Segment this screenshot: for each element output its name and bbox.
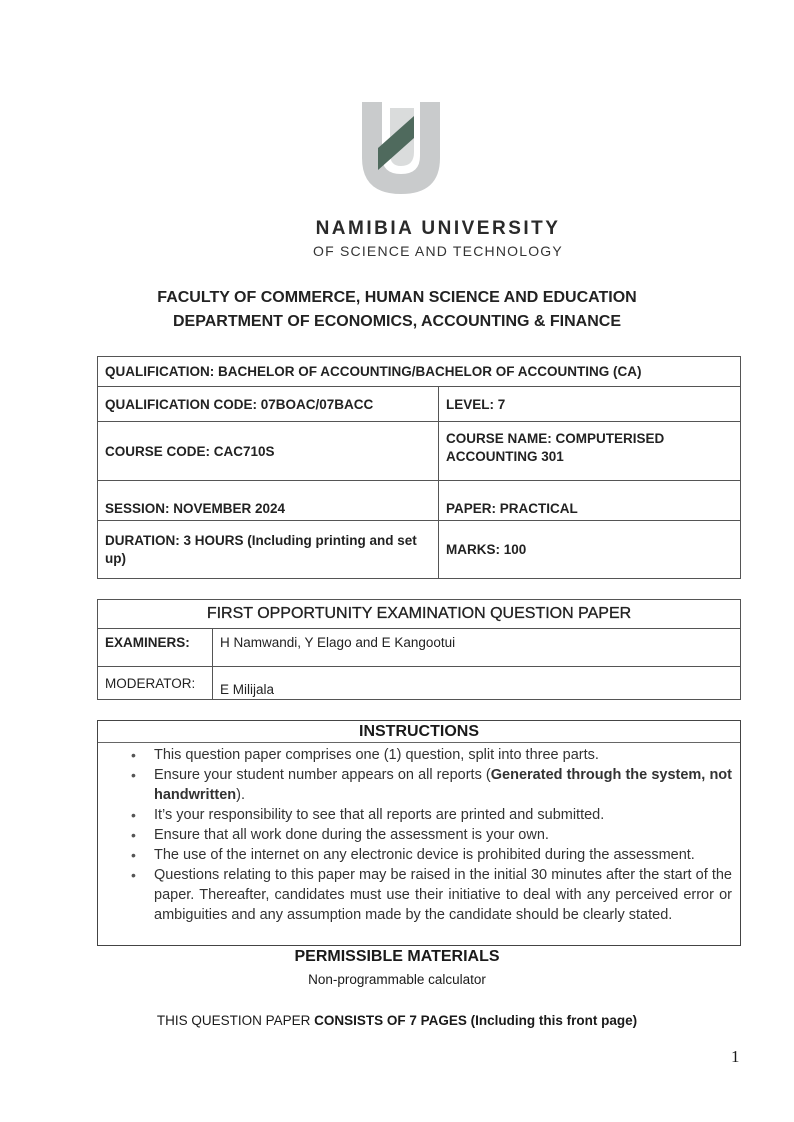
instruction-item: • Questions relating to this paper may be raised in the initial 30 minutes after the start of the paper. Thereafter, candidates must use their initiative to deal with any perceived error or ambiguities and any assumption made by the candidate should be clearly stated. (98, 865, 740, 925)
course-name-cell: COURSE NAME: COMPUTERISED ACCOUNTING 301 (438, 421, 741, 481)
department-heading: DEPARTMENT OF ECONOMICS, ACCOUNTING & FINANCE (173, 313, 621, 330)
course-code-cell: COURSE CODE: CAC710S (97, 421, 439, 481)
qualification-code-cell: QUALIFICATION CODE: 07BOAC/07BACC (97, 386, 439, 422)
instructions-title: INSTRUCTIONS (98, 721, 740, 743)
materials-title: PERMISSIBLE MATERIALS (294, 948, 500, 965)
examiners-label: EXAMINERS: (97, 628, 213, 667)
moderator-value: E Milijala (212, 666, 741, 700)
instructions-box (97, 720, 741, 946)
instruction-item: • This question paper comprises one (1) question, split into three parts. (98, 745, 740, 765)
instruction-item: • It’s your responsibility to see that all reports are printed and submitted. (98, 805, 740, 825)
exam-title: FIRST OPPORTUNITY EXAMINATION QUESTION PAPER (97, 599, 741, 629)
page-count-note: THIS QUESTION PAPER CONSISTS OF 7 PAGES (Including this front page) (156, 1013, 638, 1028)
university-logo-shield (356, 98, 446, 198)
paper-cell: PAPER: PRACTICAL (438, 480, 741, 521)
examiners-value: H Namwandi, Y Elago and E Kangootui (212, 628, 741, 667)
duration-cell: DURATION: 3 HOURS (Including printing and set up) (97, 520, 439, 579)
session-cell: SESSION: NOVEMBER 2024 (97, 480, 439, 521)
moderator-label: MODERATOR: (97, 666, 213, 700)
page-number: 1 (731, 1047, 740, 1066)
instruction-item: • Ensure that all work done during the assessment is your own. (98, 825, 740, 845)
level-cell: LEVEL: 7 (438, 386, 741, 422)
instruction-item: • The use of the internet on any electronic device is prohibited during the assessment. (98, 845, 740, 865)
marks-cell: MARKS: 100 (438, 520, 741, 579)
instruction-item: • Ensure your student number appears on all reports (Generated through the system, not handwritten). (98, 765, 740, 805)
faculty-heading: FACULTY OF COMMERCE, HUMAN SCIENCE AND EDUCATION (157, 289, 637, 306)
materials-item: Non-programmable calculator (308, 972, 486, 987)
university-subtitle: OF SCIENCE AND TECHNOLOGY (313, 243, 563, 259)
qualification-cell: QUALIFICATION: BACHELOR OF ACCOUNTING/BACHELOR OF ACCOUNTING (CA) (97, 356, 741, 387)
university-name: NAMIBIA UNIVERSITY (315, 218, 561, 239)
